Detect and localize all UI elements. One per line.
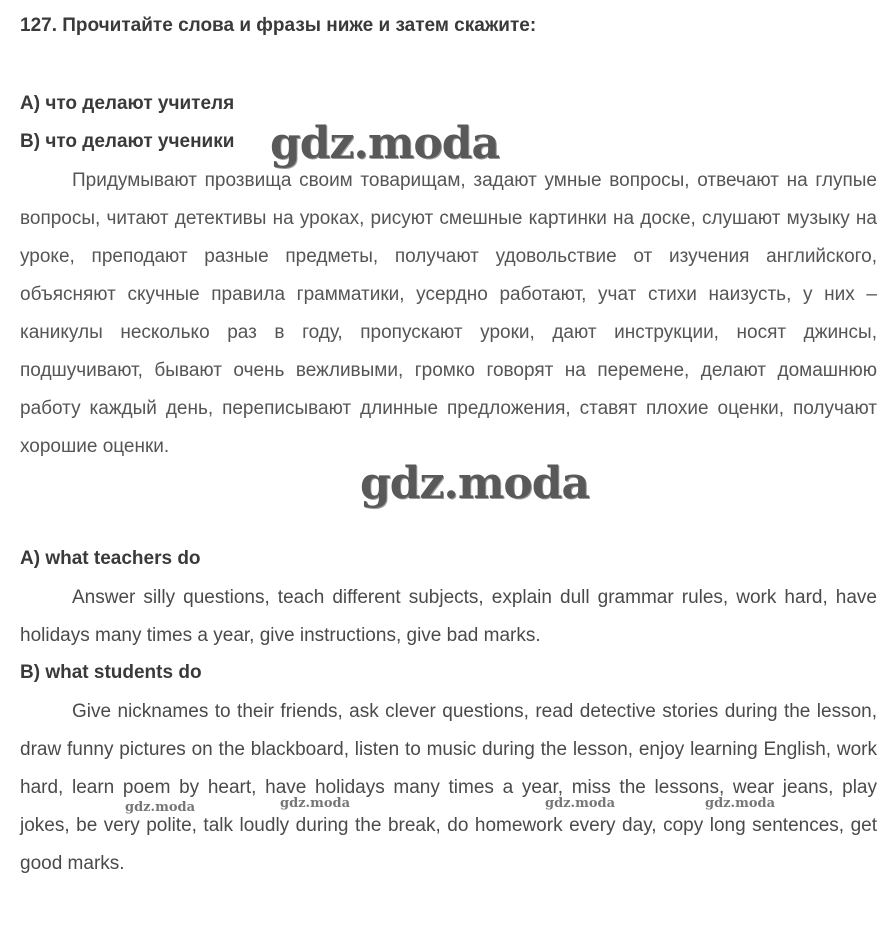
watermark-large: gdz.moda: [270, 118, 500, 169]
watermark-small: gdz.moda: [125, 800, 196, 815]
answer-a-heading: A) what teachers do: [20, 548, 201, 569]
watermark-small: gdz.moda: [545, 796, 616, 811]
answer-b-heading: B) what students do: [20, 662, 202, 683]
ru-option-b: В) что делают ученики: [20, 131, 235, 152]
ru-option-a: А) что делают учителя: [20, 93, 235, 114]
answer-b-text: Give nicknames to their friends, ask clever questions, read detective stories during the lesson, draw funny pictures on the blackboard, listen to music during the lesson, enjoy learning English, work hard, learn poem by heart, have holidays many times a year, miss the lessons, wear jeans, play jokes, be very polite, talk loudly during the break, do homework every day, copy long sentences, get good marks.: [20, 701, 877, 874]
ru-word-list: Придумывают прозвища своим товарищам, задают умные вопросы, отвечают на глупые вопросы, читают детективы на уроках, рисуют смешные картинки на доске, слушают музыку на уроке, преподают разные предметы, получают удовольствие от изучения английского, объясняют скучные правила грамматики, усердно работают, учат стихи наизусть, у них – каникулы несколько раз в году, пропускают уроки, дают инструкции, носят джинсы, подшучивают, бывают очень вежливыми, громко говорят на перемене, делают домашнюю работу каждый день, переписывают длинные предложения, ставят плохие оценки, получают хорошие оценки.: [20, 170, 877, 457]
watermark-small: gdz.moda: [280, 796, 351, 811]
exercise-heading: 127. Прочитайте слова и фразы ниже и затем скажите:: [20, 15, 537, 36]
watermark-large: gdz.moda: [360, 458, 590, 509]
answer-a-text: Answer silly questions, teach different subjects, explain dull grammar rules, work hard, have holidays many times a year, give instructions, give bad marks.: [20, 587, 877, 646]
watermark-small: gdz.moda: [705, 796, 776, 811]
